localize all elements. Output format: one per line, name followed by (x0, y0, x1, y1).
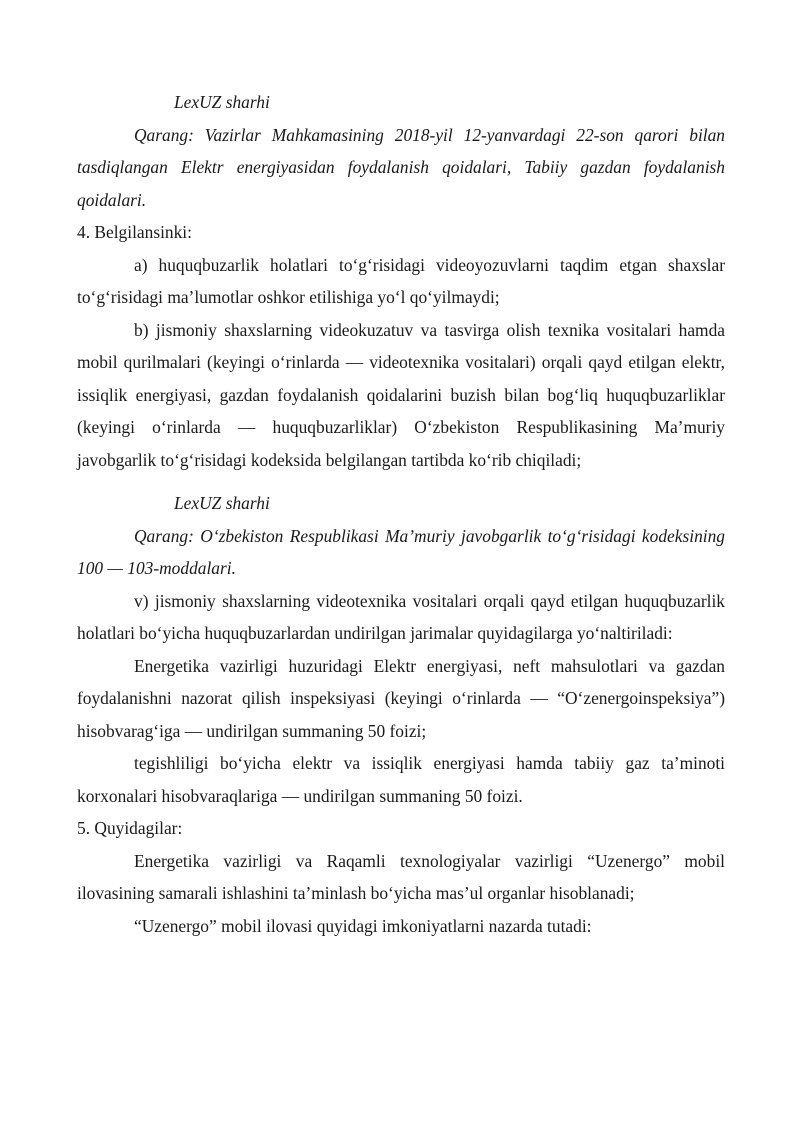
paragraph-4b: b) jismoniy shaxslarning videokuzatuv va tasvirga olish texnika vositalari hamda mobil qurilmalari (keyingi o‘rinlarda — videotexnika vositalari) orqali qayd etilgan elektr, issiqlik energiyasi, gazdan foydalanish qoidalarini buzish bilan bog‘liq huquqbuzarliklar (keyingi o‘rinlarda — huquqbuzarliklar) O‘zbekiston Respublikasining Ma’muriy javobgarlik to‘g‘risidagi kodeksida belgilangan tartibda ko‘rib chiqiladi; (77, 319, 725, 470)
section-heading-4: 4. Belgilansinki: (77, 222, 192, 242)
paragraph-5-1: Energetika vazirligi va Raqamli texnologiyalar vazirligi “Uzenergo” mobil ilovasining samarali ishlashini ta’minlash bo‘yicha mas’ul organlar hisoblanadi; (77, 850, 725, 903)
document-page (77, 86, 725, 942)
note-title: LexUZ sharhi (174, 493, 270, 513)
note-text: Qarang: O‘zbekiston Respublikasi Ma’muriy javobgarlik to‘g‘risidagi kodeksining 100 — 103-moddalari. (77, 525, 725, 578)
paragraph-4v-2: tegishliligi bo‘yicha elektr va issiqlik energiyasi hamda tabiiy gaz ta’minoti korxonalari hisobvaraqlariga — undirilgan summaning 50 foizi. (77, 753, 725, 806)
paragraph-4v-1: Energetika vazirligi huzuridagi Elektr energiyasi, neft mahsulotlari va gazdan foydalanishni nazorat qilish inspeksiyasi (keyingi o‘rinlarda — “O‘zenergoinspeksiya”) hisobvarag‘iga — undirilgan summaning 50 foizi; (77, 655, 725, 741)
paragraph-4v: v) jismoniy shaxslarning videotexnika vositalari orqali qayd etilgan huquqbuzarlik holatlari bo‘yicha huquqbuzarlardan undirilgan jarimalar quyidagilarga yo‘naltiriladi: (77, 590, 725, 643)
note-title: LexUZ sharhi (174, 92, 270, 112)
paragraph-4a: a) huquqbuzarlik holatlari to‘g‘risidagi videoyozuvlarni taqdim etgan shaxslar to‘g‘risidagi ma’lumotlar oshkor etilishiga yo‘l qo‘yilmaydi; (77, 254, 725, 307)
note-text: Qarang: Vazirlar Mahkamasining 2018-yil 12-yanvardagi 22-son qarori bilan tasdiqlangan Elektr energiyasidan foydalanish qoidalari, Tabiiy gazdan foydalanish qoidalari. (77, 124, 725, 210)
section-heading-5: 5. Quyidagilar: (77, 818, 183, 838)
paragraph-5-2: “Uzenergo” mobil ilovasi quyidagi imkoniyatlarni nazarda tutadi: (134, 915, 592, 936)
